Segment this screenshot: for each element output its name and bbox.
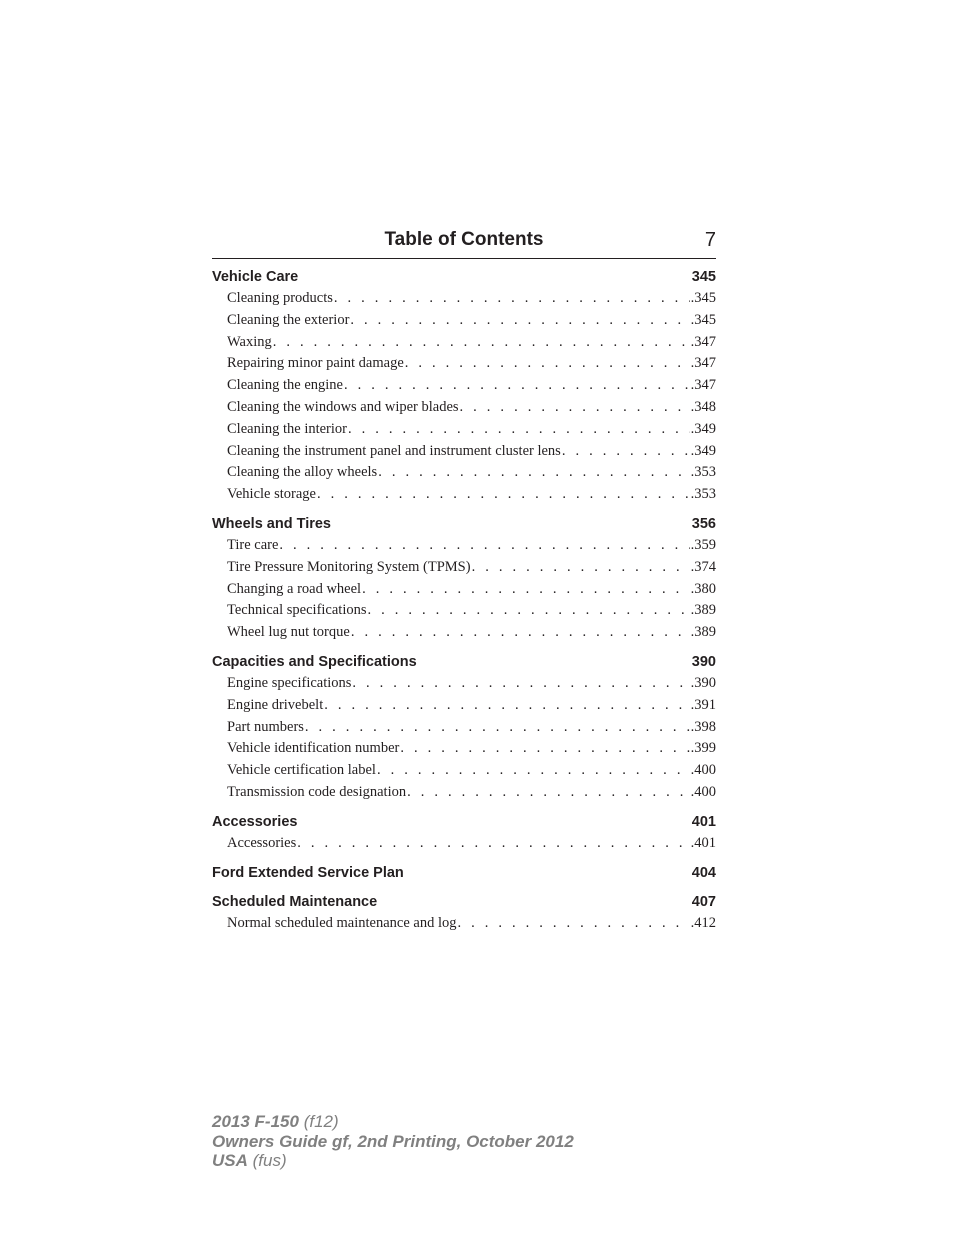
footer-market-line [212, 1151, 574, 1171]
entry-page: .347 [690, 355, 716, 372]
entry-label: Cleaning the windows and wiper blades [227, 398, 459, 415]
entry-label: Cleaning the exterior [227, 311, 350, 328]
entry-page: .359 [690, 536, 716, 553]
dot-leader [405, 353, 690, 375]
entry-page: .400 [690, 762, 716, 779]
toc-entry[interactable] [212, 579, 716, 601]
entry-label: Vehicle certification label [227, 762, 376, 779]
toc-entry[interactable] [212, 484, 716, 506]
toc-entry[interactable] [212, 673, 716, 695]
entry-label: Technical specifications [227, 602, 367, 619]
dot-leader [344, 375, 690, 397]
toc-entry[interactable] [212, 717, 716, 739]
toc-section-heading[interactable] [212, 513, 716, 535]
dot-leader [334, 288, 690, 310]
entry-label: Cleaning the interior [227, 420, 347, 437]
dot-leader [324, 695, 689, 717]
entry-page: .374 [690, 558, 716, 575]
entry-page: .389 [690, 624, 716, 641]
footer-model-code: (f12) [303, 1112, 339, 1131]
toc-section-heading[interactable] [212, 266, 716, 288]
entry-label: Changing a road wheel [227, 580, 362, 597]
section-title: Accessories [212, 813, 298, 830]
dot-leader [273, 332, 690, 354]
toc-section-heading[interactable] [212, 891, 716, 913]
toc-entry[interactable] [212, 441, 716, 463]
entry-page: .353 [690, 486, 716, 503]
toc-entry[interactable] [212, 353, 716, 375]
table-of-contents [212, 266, 716, 941]
toc-entry[interactable] [212, 462, 716, 484]
toc-entry[interactable] [212, 782, 716, 804]
entry-page: .399 [690, 740, 716, 757]
footer-guide-line [212, 1132, 574, 1152]
dot-leader [317, 484, 690, 506]
entry-page: .353 [690, 464, 716, 481]
toc-entry[interactable] [212, 332, 716, 354]
section-title: Vehicle Care [212, 269, 299, 285]
entry-label: Vehicle identification number [227, 740, 400, 757]
entry-label: Cleaning the instrument panel and instrument cluster lens [227, 442, 561, 459]
page-number: 7 [704, 229, 716, 251]
entry-page: .391 [690, 696, 716, 713]
toc-entry[interactable] [212, 288, 716, 310]
footer-guide: Owners Guide gf, 2nd Printing, October 2012 [212, 1131, 574, 1151]
entry-label: Transmission code designation [227, 783, 407, 800]
dot-leader [297, 833, 689, 855]
entry-page: .347 [690, 333, 716, 350]
toc-section [212, 862, 716, 884]
toc-entry[interactable] [212, 833, 716, 855]
entry-page: .345 [690, 311, 716, 328]
footer-model: 2013 F-150 [212, 1112, 299, 1131]
dot-leader [400, 738, 689, 760]
toc-section [212, 651, 716, 804]
toc-entry[interactable] [212, 375, 716, 397]
entry-page: .380 [690, 580, 716, 597]
section-page: 404 [691, 864, 716, 881]
dot-leader [472, 557, 690, 579]
entry-label: Cleaning the alloy wheels [227, 464, 378, 481]
entry-label: Tire Pressure Monitoring System (TPMS) [227, 558, 471, 575]
entry-page: .348 [690, 398, 716, 415]
dot-leader [377, 760, 690, 782]
entry-page: .349 [690, 420, 716, 437]
section-page: 407 [691, 893, 716, 910]
toc-entry[interactable] [212, 695, 716, 717]
footer-model-line [212, 1112, 574, 1132]
entry-label: Waxing [227, 333, 272, 350]
entry-label: Accessories [227, 834, 297, 851]
toc-entry[interactable] [212, 557, 716, 579]
entry-page: .345 [690, 290, 716, 306]
section-page: 390 [691, 653, 716, 670]
toc-entry[interactable] [212, 397, 716, 419]
entry-page: .349 [690, 442, 716, 459]
toc-entry[interactable] [212, 738, 716, 760]
footer-market: USA [212, 1151, 248, 1170]
dot-leader [279, 535, 689, 557]
dot-leader [562, 441, 690, 463]
entry-page: .390 [690, 674, 716, 691]
entry-label: Normal scheduled maintenance and log [227, 914, 457, 931]
entry-label: Engine drivebelt [227, 696, 324, 713]
toc-section-heading[interactable] [212, 651, 716, 673]
toc-section-heading[interactable] [212, 862, 716, 884]
section-page: 401 [691, 813, 716, 830]
toc-section [212, 266, 716, 506]
entry-label: Tire care [227, 536, 279, 553]
footer-market-code: (fus) [252, 1151, 287, 1170]
toc-section [212, 891, 716, 935]
dot-leader [378, 462, 689, 484]
entry-label: Engine specifications [227, 674, 352, 691]
toc-section-heading[interactable] [212, 811, 716, 833]
dot-leader [305, 717, 690, 739]
entry-label: Wheel lug nut torque [227, 624, 350, 641]
dot-leader [352, 673, 689, 695]
toc-entry[interactable] [212, 622, 716, 644]
entry-page: .398 [690, 718, 716, 735]
dot-leader [351, 622, 690, 644]
section-title: Capacities and Specifications [212, 653, 417, 670]
toc-entry[interactable] [212, 913, 716, 935]
dot-leader [368, 600, 690, 622]
entry-label: Vehicle storage [227, 486, 316, 503]
entry-label: Repairing minor paint damage [227, 355, 404, 372]
section-title: Ford Extended Service Plan [212, 864, 404, 881]
section-title: Wheels and Tires [212, 515, 331, 532]
dot-leader [348, 419, 690, 441]
section-page: 345 [691, 269, 716, 285]
entry-label: Part numbers [227, 718, 304, 735]
entry-page: .400 [690, 783, 716, 800]
section-page: 356 [691, 515, 716, 532]
page-title: Table of Contents [384, 229, 544, 250]
entry-page: .389 [690, 602, 716, 619]
dot-leader [460, 397, 690, 419]
toc-section [212, 811, 716, 855]
toc-entry[interactable] [212, 600, 716, 622]
entry-page: .401 [690, 834, 716, 851]
toc-entry[interactable] [212, 419, 716, 441]
dot-leader [362, 579, 690, 601]
entry-page: .412 [690, 914, 716, 931]
entry-label: Cleaning products [227, 290, 333, 306]
toc-section [212, 513, 716, 644]
section-title: Scheduled Maintenance [212, 893, 378, 910]
dot-leader [458, 913, 690, 935]
dot-leader [350, 310, 689, 332]
toc-entry[interactable] [212, 535, 716, 557]
toc-entry[interactable] [212, 310, 716, 332]
document-footer [212, 1112, 574, 1171]
entry-page: .347 [690, 377, 716, 394]
page-header [212, 229, 716, 259]
entry-label: Cleaning the engine [227, 377, 343, 394]
toc-entry[interactable] [212, 760, 716, 782]
dot-leader [407, 782, 690, 804]
